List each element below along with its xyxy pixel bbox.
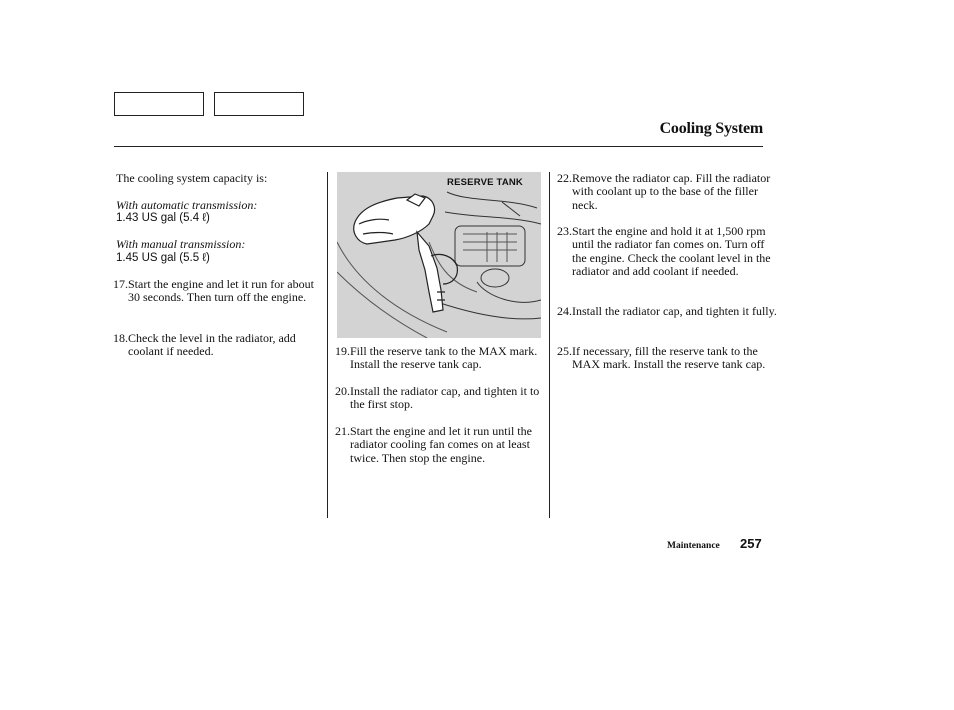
step-text: Start the engine and hold it at 1,500 rpm until the radiator fan comes on. Turn off the engine. Check the coolant level in the radiator and add coolant if needed.: [572, 224, 771, 279]
figure-label: RESERVE TANK: [447, 177, 523, 188]
step-22: [557, 172, 777, 212]
step-25: [557, 345, 777, 372]
step-number: 22.: [557, 171, 572, 185]
step-text: Fill the reserve tank to the MAX mark. Install the reserve tank cap.: [350, 344, 538, 372]
step-21: [335, 425, 555, 465]
step-number: 23.: [557, 224, 572, 238]
step-number: 25.: [557, 344, 572, 358]
automatic-value: 1.43 US gal (5.4 ℓ): [116, 212, 210, 224]
capacity-intro: The cooling system capacity is:: [116, 171, 268, 185]
step-text: Start the engine and let it run for about 30 seconds. Then turn off the engine.: [128, 277, 314, 305]
engine-bay-drawing: [337, 172, 541, 338]
step-number: 19.: [335, 344, 350, 358]
step-number: 17.: [113, 277, 128, 291]
header-rule: [114, 146, 763, 147]
nav-tab-box-1[interactable]: [114, 92, 204, 116]
step-17: [113, 278, 327, 305]
step-19: [335, 345, 555, 372]
step-18: [113, 332, 327, 359]
page-title: Cooling System: [659, 120, 763, 137]
nav-tab-box-2[interactable]: [214, 92, 304, 116]
step-text: Check the level in the radiator, add coolant if needed.: [128, 331, 296, 359]
column-divider-1: [327, 172, 328, 518]
manual-value: 1.45 US gal (5.5 ℓ): [116, 252, 210, 264]
step-number: 21.: [335, 424, 350, 438]
step-text: Install the radiator cap, and tighten it fully.: [572, 304, 777, 318]
step-text: If necessary, fill the reserve tank to the MAX mark. Install the reserve tank cap.: [572, 344, 766, 372]
step-20: [335, 385, 555, 412]
reserve-tank-illustration: [337, 172, 541, 338]
manual-label: With manual transmission:: [116, 237, 246, 251]
footer-section-name: Maintenance: [667, 541, 720, 551]
step-text: Remove the radiator cap. Fill the radiator with coolant up to the base of the filler neck.: [572, 171, 771, 212]
step-24: [557, 305, 777, 318]
step-text: Start the engine and let it run until the radiator cooling fan comes on at least twice. Then stop the engine.: [350, 424, 532, 465]
step-23: [557, 225, 779, 279]
step-number: 24.: [557, 304, 572, 318]
step-number: 18.: [113, 331, 128, 345]
automatic-label: With automatic transmission:: [116, 198, 258, 212]
step-number: 20.: [335, 384, 350, 398]
step-text: Install the radiator cap, and tighten it to the first stop.: [350, 384, 540, 412]
page-number: 257: [740, 536, 762, 551]
